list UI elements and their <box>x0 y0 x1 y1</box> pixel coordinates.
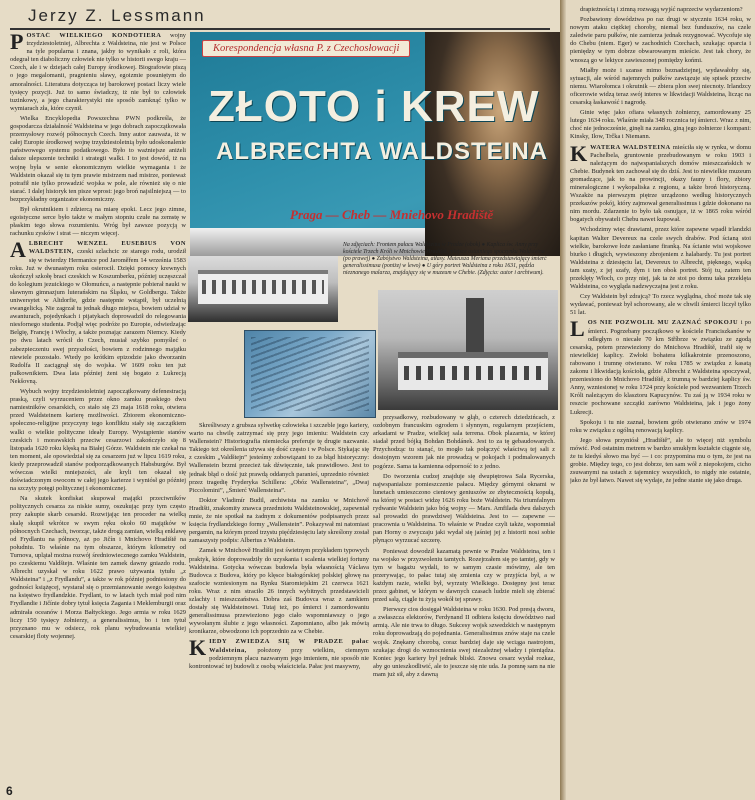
photo-caption: Na zdjęciach: Frontem pałacu Waldsteina w Pradze (obok) ● Kaplica św. Anny przy kościele Trzech Króli w Mnichowie Hradiště, miejsce ostatniego spoczynku Waldsteina (po prawej) ● Zabójstwo Waldsteina, atłasy. Mateusza Meriana przedstawiający śmierć generalissimusa (poniżej w lewo) ● U góry portret Waldsteina z roku 1631, pędzla nieznanego malarza, znajdujący się w muzeum w Chebie. (Zdjęcia: autor i archiwum). <box>343 242 547 276</box>
paragraph-text: drapieżnością i zimną rozwagą wyjść naprzeciw wydarzeniom? <box>580 6 743 13</box>
paragraph-text: przysadkowy, rozbudowany w głąb, o czterech dziedzińcach, z ozdobnym francuskim ogrodem i słynnym, regularnym przejściem, arkadami w Pradze, wielkiej sala terrena. Obok plazarnia, w której siadał przed bójką Bohdan Bohdánek. Jest to za tę gebaudowanych. Przychodząc tu stanąć, to mogło tak połączyć właściwą tej sali z dostojnym wzorem jak nie prowadzą w pokojach i podmalowanych pogórze. Sama ta kamienna odporność to z jedno. <box>373 414 555 470</box>
paragraph <box>570 226 751 291</box>
paragraph <box>10 32 186 113</box>
author-name: Jerzy Z. Lessmann <box>28 6 206 25</box>
paragraph-text: Skreśliwszy z grubsza sylwetkę człowieka i szczeble jego kariery, warto na chwilę zatrzymać się przy jego imieniu: Waldstein czy Wallenstein? Historiografia niemiecka preferuje tę drugie nazwanie. Takiego też określenia używa się dość często i w Polsce. Stykając się z czeskim „Valdštejn” jesteśmy zobowiązani to za błąd historyczny: Wallenstein brzmi przecież tak dźwięcznie, tak prawidłowo. Jest to jednak błąd o dość już prawdą oddanych paranieś, uprzednio również przez tragedię Fryderyka Schillera: „Obóz Wallensteina”, „Dwaj Piccolomini”, „Śmierć Wallensteina”. <box>189 422 369 494</box>
chapel-photo <box>378 290 558 410</box>
drop-cap: A <box>10 237 26 263</box>
paragraph <box>373 606 555 679</box>
places-subtitle: Praga — Cheb — Mniehovo Hradiště <box>290 207 494 222</box>
paragraph <box>10 237 186 386</box>
paragraph-text: Miałby może i szanse mimo beznadziejnej, wydawałoby się, sytuacji, ale wśród najemnych pułków zawiązuje się spisek przeciw niemu. Wiarołomca i okrutnik — zbiera plon swej niecnoty. Irlandzcy oficerowie widzą teraz swój interes w likwidacji Waldsteina, licząc na cesarską łaskawość i nagrodę. <box>570 66 751 107</box>
paragraph <box>570 6 751 14</box>
paragraph <box>570 316 751 416</box>
paragraph <box>570 140 751 225</box>
title-illustration <box>190 32 560 256</box>
column-1 <box>10 32 186 782</box>
paragraph <box>189 422 369 495</box>
paragraph <box>570 293 751 317</box>
column-4 <box>570 6 751 796</box>
paragraph-text: Wchodzimy więc drawiami, przez które zapewne wpadł irlandzki kapitan Walter Devereux na czele swych drabów. Pod ścianą stoi wielkie, barokowe łoże zasłaniane firanką. Na ścianie wisi wojskowe biurko i długich, wywieszony zbrojeniem z halabardy. Tu jest portret Waldsteina z dziesięciu lat, Devereux to Albrecht, pięknego, wąską tam szaty, z jej szafy, dym i ten obok portret. Stój tu, zatem ten przeklęty Włoch, co przy niej, jak ta że stoi po domu taka przeklęta Waldsteina, co wygląda nadzwyczajna jest z roku. <box>570 226 751 291</box>
paragraph-text: Wybuch wojny trzydziestoletniej zapoczątkowany defenestracją praską, czyli wyrzuceniem przez okno zamku praskiego dwu namiestników cesarskich, co stało się 23 maja 1618 roku, otwiera przed Waldsteinem karierę możliwości. Zbiorem ekonomiczno-społeczno-religijne przyczyny tego konfliktu stały się zaczątkiem walki o wielkie polityczne ideały Europy. Wystąpienie stanów czeskich i morawskich przeciw cesarzowi zakończyło się 8 listopada 1620 roku klęską na Białej Górze. Waldstein nie czekał na ten moment, ale opowiedział się za cesarzem już w lipcu 1619 roku, kiedy przeprowadził stanów podporządkowanych Habsburgów. Był wówczas wielki mniejszości, ale kryli ten okazał się doświadczonym owocom w całej jego karierze i wyniósł go później na szczyty potęgi politycznej i ekonomicznej. <box>10 388 186 493</box>
paragraph <box>570 419 751 435</box>
drop-cap: K <box>189 635 207 661</box>
headline-line-1: ZŁOTO i KREW <box>208 82 540 131</box>
paragraph-text: i po śmierci. Pogrzebany początkowo w kościele Franciszkanów w odległym o niecałe 70 km Stříbrze w związku ze zgodą cesarską, potem przewieziony do Mnichova Hradiště, trafił się w niewielkiej kaplicy. Zwłoki bohatera kilkakrotnie przenoszono, rabowano i trumnę otwierano. W roku 1785 w związku z kasatą zakonu i likwidacją kościoła, gdzie Albrecht z Waldsteina spoczywał, przeniesiono do Mnichovo Hradiště, z trumną w bardziej kaplicy św. Anny, wzniesionej w roku 1724 przy kościele pod wezwaniem Trzech Króli należącym do klasztoru Kapucynów. Tu zaś ją w 1934 roku w reszcie pochowane szczątki zarówno Waldsteina, jak i jego żony Lukrecji. <box>570 319 751 416</box>
lead-in: OS NIE POZWOLIŁ MU ZAZNAĆ SPOKOJU <box>587 319 741 327</box>
correspondence-banner: Korespondencja własna P. z Czechosłowacji <box>202 40 410 57</box>
paragraph <box>373 473 555 546</box>
column-3 <box>373 414 555 794</box>
paragraph-text: Ponieważ dowodził kazamatą pewnie w Pradze Waldsteina, ten i na wojsko w przyzwoleniu tamtych. Rozejrzałem się po tamtej, gdy w tym w bagażu wydali, to w samym czasie mówimy, ale ten przerywając, to pałac tutaj się zmienia czy w przyjścia był, a w każdym razie, wielki był, wyrzuty Wielkiego. Dostępny jest teraz przez gabinet, w którym w dawnych czasach ludzie mieli się zbierać przed salą, ciągle tu żyją wokół tej sprawy. <box>373 547 555 604</box>
paragraph-text: Wielka Encyklopedia Powszechna PWN podkreśla, że gospodarcza działalność Waldsteina w jego dobrach zapoczątkowała przemysłowy rozwój północnych Czech. Inny autor zauważa, iż w całej Europie środkowej wojnę trzydziestoletnią było udoskonalenie państwowego systemu podatkowego. Było to ważniejsze aniżeli dalsze ulepszenie techniki i strategii walki. I to jest dowód, iż na wojnę była w senie ekonomicznym wielkie wymagania i że Waldstein okazał się tu tym prawie mistrzem nad mistrze, ponieważ potrafił nie tylko prowadzić wojska w pole, ale również się o nie starać. I dalej historyk ten pisze wprost: jego broń najsilniejszą — to bezprzykładny organizator ekonomiczny. <box>10 114 186 203</box>
paragraph <box>10 495 186 641</box>
paragraph-text: Doktor Vladimír Budil, archiwista na zamku w Mnichově Hradišti, znakomity znawca przedmiotu Waldsteinowskiej, zapewniał mnie, że nie spotkał na żadnym z dokumentów podpisanych przez księcia frydlandzkiego formy „Wallenstein”. Pokazywał mi natomiast pergamin, na którym przed trzystu pięćdziesięciu laty skreślony został zamaszysty podpis: Albertus z Waldstein. <box>189 496 369 545</box>
paragraph-text: mieściła się w rynku, w domu Pachelbela, gruntownie przebudowanym w roku 1903 i należącym do najwspanialszych domów mieszczańskich w Chebie. Budynek ten zachował się do dziś. Jest to niewielkie muzeum gromadzące, jak to na prowincji, okazy fauny i flory, zbiory mineralogiczne i wykopaliska z regionu, a także broń historyczną. Wszakże na pierwszym piętrze urządzono według historycznych przekazów pokój, który zajmował generalissimus i gdzie dokonano na nim mordu. Zdarzenie to było tak osnujące, iż w 1865 roku wśród bogatych obywateli Chebu nawet kupował. <box>570 143 751 224</box>
paragraph <box>10 115 186 204</box>
lead-in: OSTAĆ WIELKIEGO KONDOTIERA <box>26 32 171 39</box>
paragraph <box>373 548 555 605</box>
paragraph-text: Do tworzenia cudzej znajduje się dwupiętrowa Sala Rycerska, najwspanialsze pomieszczenie pałacu. Między górnymi oknami w lunetach umieszczono cieniowy geniuszów ze zbytecznością kopułą, na której w postaci widzę 1626 roku boże Waldstein. Na triumfalnym rydwanie Waldstein jako bóg wojny — Mars. Amfilada dwu dalszych sal prowadzi do prawdziwej Waldsteina. Jest to — zapewne — pracownia u Waldsteina. To właśnie w Pradze czyli także, wspomniał pan Horny o zwyczaju jaki wydał się jaśniej jej z historii nosi sobie płynąco wyrzucać szczerę. <box>373 472 555 545</box>
paragraph-text: wojny trzydziestoletniej, Albrechta z Waldsteina, nie jest w Polsce na tyle popularna i znana, jakby to wynikało z roli, która odegrał ten diaboliczny człowiek nie tylko w historii swego kraju — Czech, ale i w dziejach całej Europy środkowej. Biografowie piszą o jego megalomanii, pragnieniu sławy, egoizmie posuniętym do amoralności. Literatura dotycząca tej barokowej postaci liczy wiele tysięcy pozycji. Już to samo świadczy, iż nie był to człowiek tuzinkowy, a jego charakterystyki nie sposób zamknąć tylko w wymiarach zła, które czynił. <box>10 32 186 112</box>
chapel-wing <box>398 352 548 390</box>
paragraph-text: Pozbawiony dowództwa po raz drugi w styczniu 1634 roku, w nowym ataku ciężkiej choroby, niemal bez funduszów, na czele zaledwie paru pułków, nie zamierza jednak rezygnować. Wycofuje się do Chebu (niem. Eger) w zachodnich Czechach, szukając oparcia i pieniędzy w tym dobrze obwarowanym mieście. Jest tak chory, że wnoszą go w lektyce zawieszonej pomiędzy końmi. <box>570 16 751 64</box>
header-rule <box>10 28 550 30</box>
palace-facade <box>198 270 328 304</box>
page-number: 6 <box>6 784 13 798</box>
assassination-engraving <box>244 330 376 418</box>
headline-line-2: ALBRECHTA WALDSTEINA <box>216 138 548 165</box>
paragraph-text: Ginie więc jako ofiara własnych żołnierzy, zamordowany 25 lutego 1634 roku. Właśnie miała 348 rocznica tej śmierci. Wraz z nim, choć nie jednocześnie, ginęli na zamku, giną jego żołnierze i kompani: Kinsky, Ilow, Trčka i Niemann. <box>570 109 751 141</box>
paragraph-text: Na skutek konfiskat skupował majątki przeciwników politycznych cesarza za niskie sumy, oszukując przy tym często przy zakupie skarb cesarski. Rozwijając ten proceder na wielką skalę skupił wkrótce w swym ręku około 60 majątków w północnych Czechach, tworząc, także drogą zamian, wielką enklawę od Frydlantu na północy, aż po Jičín i Mnichovo Hradiště na południu. To właśnie na tym obszarze, którym kilometry od Turnova, uplątał można rozwój średniowiecznego zamku Waldstein, po czeskiemu Valdštejn. Właśnie ten zamek dawny gniazdo rodu. Albrecht uzyskał w roku 1622 prawo używania tytułu „z Waldsteina” i „z Frydlandu”, a także w rok później podniesiony do godności książęcej, wystarał się o przemianowanie swego księstwa na księstwo frydlandzkie. Frydlant, to w latach tych miał pod nim Frydlandie i Jičínie dobry tytuł księcia Żagania i Meklemburgii oraz admirała oceanów i Morza Bałtyckiego. Jego armia w roku 1629 liczy 150 tysięcy żołnierzy, a generalissimus, bo i ten tytuł przyznano mu w odsiecz, rok planu wybudowania wielkiej cesarskiej floty wojennej. <box>10 495 186 640</box>
palace-photo <box>188 256 338 322</box>
column-2 <box>189 422 369 794</box>
paragraph-text: Czy Waldstein był zdrajcą? To rzecz wyglądna, choć może tak się wydawać, ponieważ był schorowany, ale w chwili śmierci liczył tylko 51 lat. <box>570 293 751 317</box>
paragraph-text: położony przy wielkim, ciemnym podziemnym placu nazwanym jego imieniem, nie sposób nie kontrontować tej budowli z osobą właściciela. Pałac jest masywny, <box>189 646 369 670</box>
drop-cap: K <box>570 140 588 166</box>
paragraph <box>189 547 369 636</box>
paragraph <box>570 109 751 141</box>
chapel-tower <box>466 298 484 358</box>
lead-in: LBRECHT WENZEL EUSEBIUS VON WALDSTEIN, <box>28 240 186 256</box>
paragraph-text: Był okrutnikiem i zdziercą na miarę epoki. Lecz jego zimne, egoistyczne serce było także w małym stopniu czułe na zemstę w płaskim tego słowa rozumieniu. Wróg był zawsze pozycją w rachunku zysków i strat — niczym więcej. <box>10 205 186 238</box>
paragraph <box>570 67 751 107</box>
paragraph-text: Jego słowa przyniósł „Hradiště”, ale to więcej niż symbolu mówić. Pod ostatnim metrem w bardzo smukłym kształcie ciągnie się, że tu kiedyś słowo ma być — i co: przypomina mu o tym, że jest na grobie. Między tego, co jest dobrze, ten sam wół z niepokojem, cicho zsuwanymi na ustach z tajemnicy wszystkich, to nigdy nie ostatnie, jako że był łatwo. Nawet się wydaje, że jedne stanie się jako druga. <box>570 436 751 485</box>
paragraph <box>10 206 186 238</box>
lead-in: WATERA WALDSTEINA <box>590 143 673 151</box>
paragraph <box>189 497 369 546</box>
drop-cap: L <box>570 316 585 342</box>
paragraph-text: Spokoju i tu nie zaznał, bowiem grób otwierano znów w 1974 roku w związku z ogólną renowacją kaplicy. <box>570 418 751 434</box>
drop-cap: P <box>10 32 24 54</box>
paragraph <box>373 414 555 471</box>
paragraph <box>570 16 751 65</box>
paragraph <box>10 388 186 493</box>
paragraph <box>189 635 369 670</box>
lead-in: IEDY ZWIEDZA SIĘ W PRADZE pałac Waldsteina, <box>209 638 369 654</box>
paragraph <box>570 437 751 486</box>
paragraph-text: czeski szlachcic ze starego rodu, urodził się w twierdzy Hermanice pod Jaroměřem 14 września 1583 roku. Już w dwunastym roku osierocił. Dzięki pomocy krewnych ukończył szkołę braci czeskich w Koszumberku, później uczęszczał do kolegium jezuickiego w Ołomuńcu, a następnie pobierał nauki w sławnym gimnazjum luterańskim na Śląsku, w Goldbergu. Także uniwersytet w Altdorfie, gdzie następnie wstąpił, był uczelnią ewangelicką. Nie zagrzał tu jednak długo miejsca, bowiem udział w awanturach, pojedynkach i pijatykach doprowadził do relegowania niesfornego studenta. Podjął więc podróże po Europie, odwiedzając Belgię, Francję i Włochy, a także poznając zarazem Niemcy. Kiedy po dwu latach wrócił do Czech, musiał szybko pomyśleć o zabezpieczeniu swej przyszłości, bowiem z rodzinnego majątku niewiele pozostało. Wtedy po krótkim epizodzie jako dworzanin Rudolfa II zaciągnął się do wojska. W 1609 roku ten już pułkownikiem. Dwa lata później żeni się bogato z Lukrecją Nekšovną. <box>10 248 186 385</box>
paragraph-text: Pierwszy cios dosięgał Waldsteina w roku 1630. Pod presją dworu, a zwłaszcza elektorów, Ferdynand II odbiera księciu dowództwo nad armią. Ale nie trwa to długo. Sukcesy wojsk szwedzkich w następnym roku doprowadzają do pojednania. Generalissimus znów staje na czele wojsk. Znękany chorobą, coraz bardziej daje się wciąga nastrojom, szukając drogi do wzmocnienia swej niezależnej władzy i pieniądza. Koniec jego kariery był jednak bliski. Znowu cesarz wydał rozkaz, aby go unieszkodliwić, ale to jeszcze się nie uda. Ja pomnę sam na nie mam już sił, aby z dawną <box>373 606 555 678</box>
paragraph-text: Zamek w Mnichově Hradišti jest świetnym przykładem typowych praktyk, które doprowadziły do uzyskania i scalenia wielkiej fortuny Waldsteina. Gotycka wówczas budowla była własnością Václava Budovca z Budova, który po klęsce białogórskiej polskiej głowę na szafocie wzniesionym na Rynku Staromiejskim 21 czerwca 1621 roku. Wraz z nim straciło 26 innych wybitnych przedstawicieli szlachty i mieszczaństwa. Dobra zaś Budovca wraz z zamkiem dostały się Waldsteinowi. Tutaj też, po śmierci i zamordowaniu generalissimusa przewieziono jego ciało wspomniawszy o jego wywołanym ślubie z jego własności. Zapomniano, albo jak mówią kronikarze, obwodzono ich poprzednio za w Chebie. <box>189 547 369 636</box>
